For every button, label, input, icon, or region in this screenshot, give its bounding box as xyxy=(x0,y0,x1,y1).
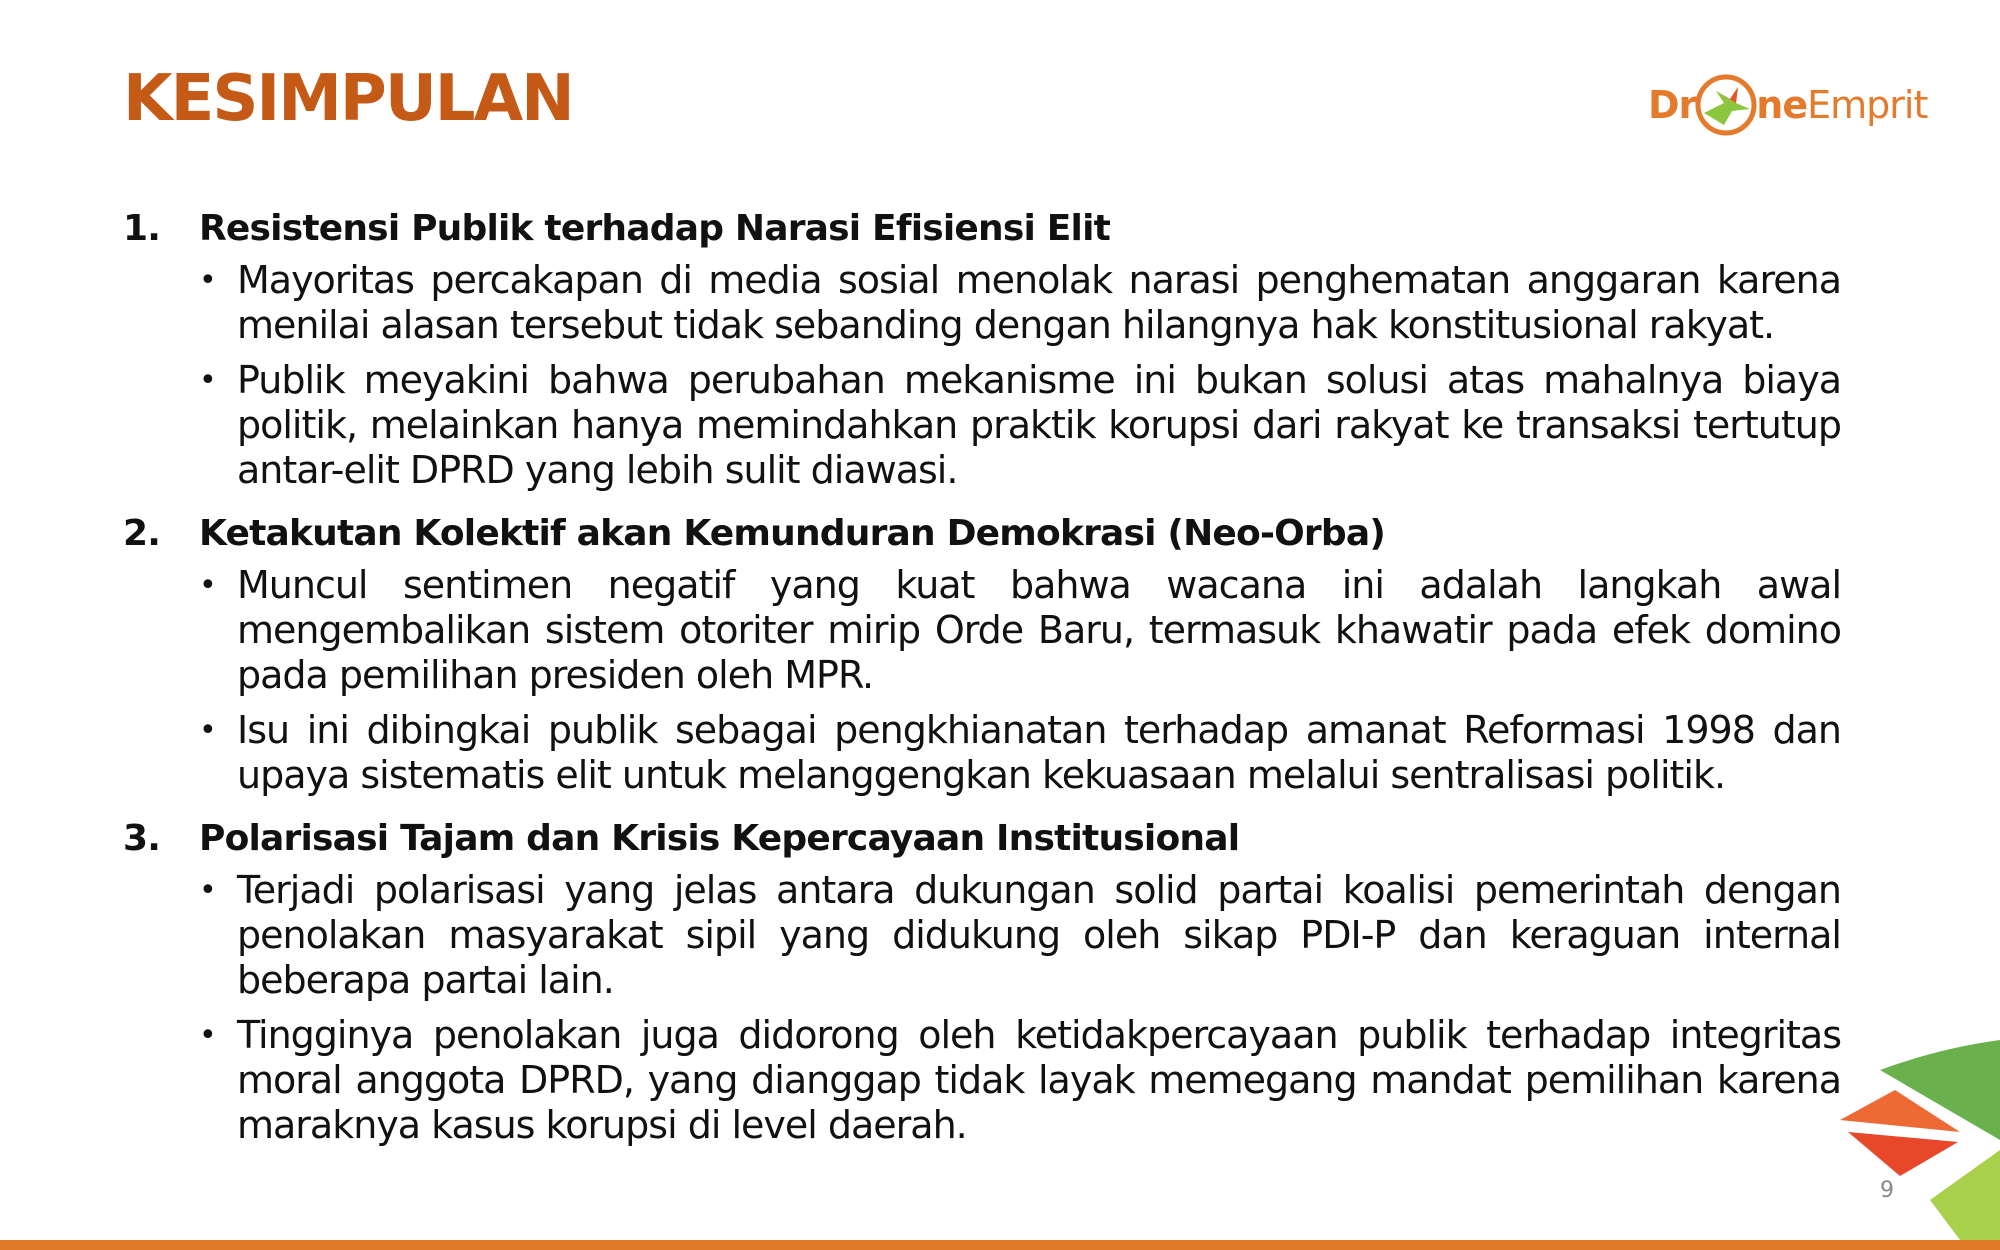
list-item: • Mayoritas percakapan di media sosial menolak narasi penghematan anggaran karena menilai alasan tersebut tidak sebanding dengan hilangnya hak konstitusional rakyat. xyxy=(199,258,1841,347)
conclusion-list xyxy=(123,200,1843,1160)
corner-decoration xyxy=(1840,1040,2000,1240)
list-item: • Isu ini dibingkai publik sebagai pengkhianatan terhadap amanat Reformasi 1998 dan upaya sistematis elit untuk melanggengkan kekuasaan melalui sentralisasi politik. xyxy=(199,708,1841,797)
section-heading: Polarisasi Tajam dan Krisis Kepercayaan Institusional xyxy=(199,818,1240,859)
section-number: 2. xyxy=(123,513,161,554)
section-1 xyxy=(123,200,1843,493)
section-3 xyxy=(123,810,1843,1148)
page-number: 9 xyxy=(1880,1178,1894,1203)
bullet-icon: • xyxy=(199,568,216,603)
section-number: 1. xyxy=(123,208,161,249)
section-2 xyxy=(123,505,1843,798)
bullet-icon: • xyxy=(199,263,216,298)
logo-text-ne: ne xyxy=(1756,83,1808,127)
bullet-icon: • xyxy=(199,363,216,398)
drone-bird-icon xyxy=(1694,73,1758,137)
bullet-icon: • xyxy=(199,1018,216,1053)
bullet-icon: • xyxy=(199,873,216,908)
footer-bar xyxy=(0,1240,2000,1250)
list-item: • Terjadi polarisasi yang jelas antara dukungan solid partai koalisi pemerintah dengan penolakan masyarakat sipil yang didukung oleh sikap PDI-P dan keraguan internal beberapa partai lain. xyxy=(199,868,1841,1002)
slide-title: KESIMPULAN xyxy=(123,62,573,136)
section-number: 3. xyxy=(123,818,161,859)
logo-text-emprit: Emprit xyxy=(1807,83,1928,127)
section-heading: Ketakutan Kolektif akan Kemunduran Demokrasi (Neo-Orba) xyxy=(199,513,1385,554)
bullet-icon: • xyxy=(199,713,216,748)
list-item: • Tingginya penolakan juga didorong oleh ketidakpercayaan publik terhadap integritas moral anggota DPRD, yang dianggap tidak layak memegang mandat pemilihan karena maraknya kasus korupsi di level daerah. xyxy=(199,1013,1841,1147)
logo xyxy=(1648,70,1927,140)
section-heading: Resistensi Publik terhadap Narasi Efisiensi Elit xyxy=(199,208,1111,249)
list-item: • Muncul sentimen negatif yang kuat bahwa wacana ini adalah langkah awal mengembalikan sistem otoriter mirip Orde Baru, termasuk khawatir pada efek domino pada pemilihan presiden oleh MPR. xyxy=(199,563,1841,697)
logo-text-dr: Dr xyxy=(1648,83,1697,127)
list-item: • Publik meyakini bahwa perubahan mekanisme ini bukan solusi atas mahalnya biaya politik, melainkan hanya memindahkan praktik korupsi dari rakyat ke transaksi tertutup antar-elit DPRD yang lebih sulit diawasi. xyxy=(199,358,1841,492)
